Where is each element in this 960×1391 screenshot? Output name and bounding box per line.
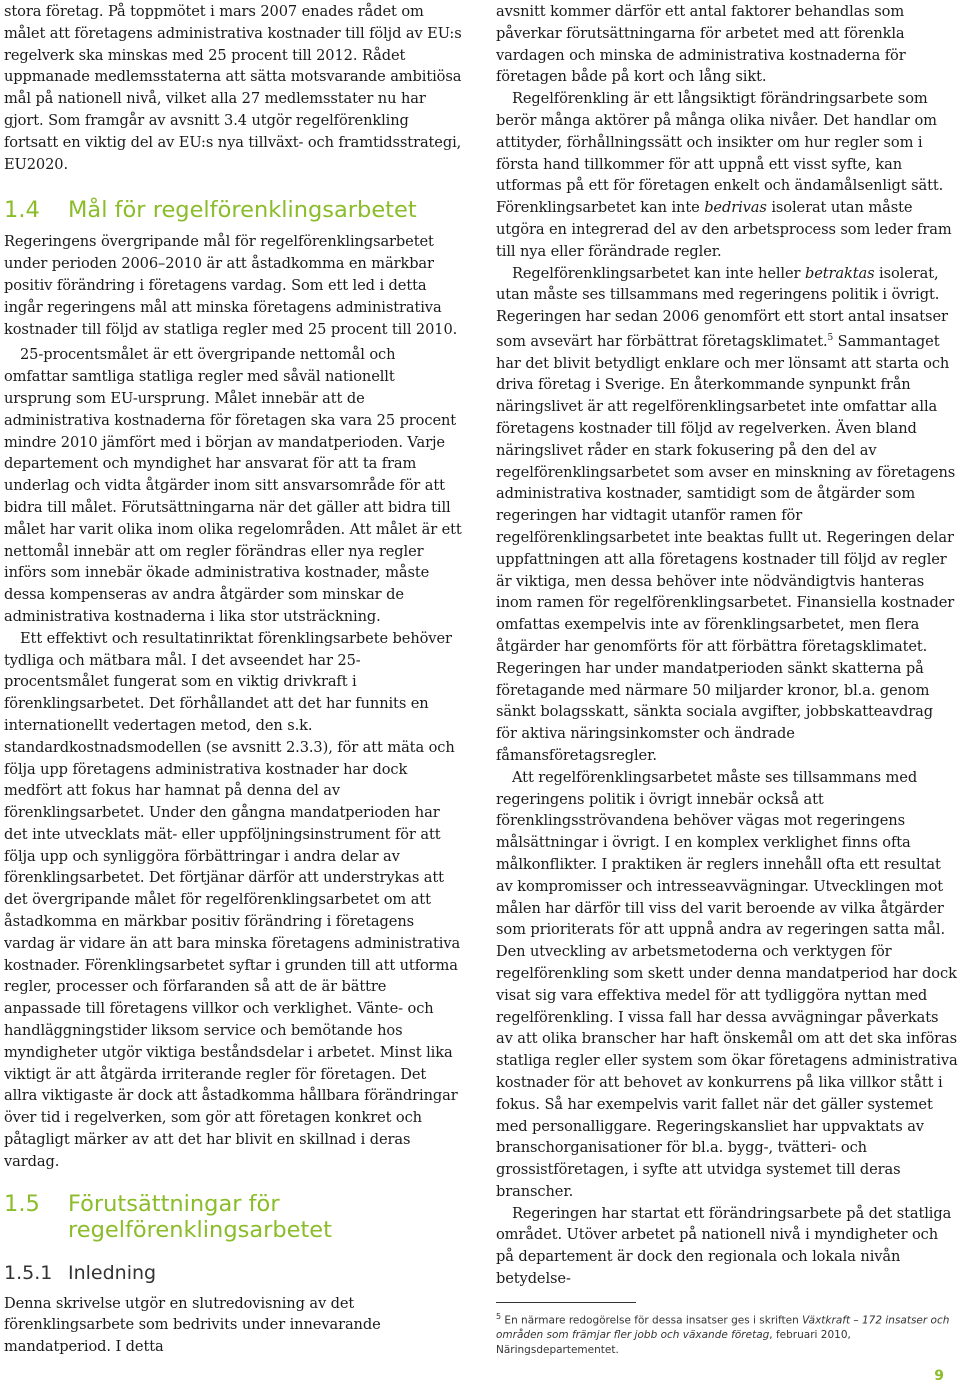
paragraph — [496, 88, 958, 262]
section-heading-1-5 — [4, 1191, 462, 1243]
page-number: 9 — [934, 1368, 944, 1384]
paragraph: Att regelförenklingsarbetet måste ses tillsammans med regeringens politik i övrigt innebär också att förenklingsströvandena behöver vägas mot regeringens målsättningar i övrigt. I en komplex verklighet finns ofta målkonflikter. I praktiken är reglers innehåll ofta ett resultat av kompromisser och intresseavvägningar. Utvecklingen mot målen har därför till viss del varit beroende av vilka åtgärder som prioriterats för att uppnå andra av regeringen satta mål. Den utveckling av arbetsmetoderna och verktygen för regelförenkling som skett under denna mandatperiod har dock visat sig vara effektiva medel för att tydliggöra nyttan med regelförenkling. I vissa fall har dessa avvägningar påverkats av att olika branscher har haft önskemål om att det ska införas statliga regler eller system som ökar företagens administrativa kostnader för att behovet av konkurrens på lika villkor stått i fokus. Så har exempelvis varit fallet när det gäller systemet med personalliggare. Regeringskansliet har uppvaktats av branschorganisationer för bl.a. bygg-, tvätteri- och grossistföretagen, i syfte att utvidga systemet till deras branscher. — [496, 768, 958, 1200]
footnote — [496, 1309, 958, 1359]
paragraph: Regeringens övergripande mål för regelförenklingsarbetet under perioden 2006–2010 är att åstadkomma en märkbar positiv förändring i företagens vardag. Som ett led i detta ingår regeringens mål att minska företagens administrativa kostnader till följd av statliga regler med 25 procent till 2010. — [4, 233, 458, 338]
left-column — [4, 0, 462, 1358]
text-run: isolerat, utan måste ses tillsammans med regeringens politik i övrigt. Regeringen har sedan 2006 genomfört ett stort antal insatser som avsevärt har förbättrat företagsklimatet. — [496, 264, 948, 350]
paragraph: 25-procentsmålet är ett övergripande nettomål och omfattar samtliga statliga regler med såväl nationellt ursprung som EU-ursprung. Målet innebär att de administrativa kostnaderna för företagen ska vara 25 procent mindre 2010 jämfört med i början av mandatperioden. Varje departement och myndighet har ansvarat för att ta fram underlag och vidta åtgärder inom sitt ansvarsområde för att bidra till målet. Förutsättningarna när det gäller att bidra till målet har varit olika inom olika regelområden. Att målet är ett nettomål innebär att om regler förändras eller nya regler införs som innebär ökade administrativa kostnader, måste dessa kompenseras av andra åtgärder som minskar de administrativa kostnaderna i lika stor utsträckning. — [4, 346, 462, 625]
footnote-divider — [496, 1302, 636, 1303]
paragraph: stora företag. På toppmötet i mars 2007 enades rådet om målet att företagens administrativa kostnader till följd av EU:s regelverk ska minskas med 25 procent till 2012. Rådet uppmanade medlemsstaterna att sätta motsvarande ambitiösa mål på nationell nivå, vilket alla 27 medlemsstater nu har gjort. Som framgår av avsnitt 3.4 utgör regelförenkling fortsatt en viktig del av EU:s nya tillväxt- och framtidsstrategi, EU2020. — [4, 3, 462, 173]
heading-number: 1.5 — [4, 1190, 40, 1217]
subsection-heading-1-5-1 — [4, 1261, 462, 1285]
paragraph: Regeringen har startat ett förändringsarbete på det statliga området. Utöver arbetet på nationell nivå i myndigheter och på departement är dock den regionala och lokala nivån betydelse- — [496, 1204, 952, 1288]
text-run: , februari 2010, Näringsdepartementet. — [496, 1329, 851, 1357]
heading-number: 1.5.1 — [4, 1261, 53, 1284]
paragraph: avsnitt kommer därför ett antal faktorer behandlas som påverkar förutsättningarna för arbetet med att förenkla vardagen och minska de administrativa kostnaderna för företagen både på kort och lång sikt. — [496, 3, 906, 86]
paragraph: Denna skrivelse utgör en slutredovisning av det förenklingsarbete som bedrivits under innevarande mandatperiod. I detta — [4, 1294, 381, 1356]
text-run: En närmare redogörelse för dessa insatser ges i skriften — [501, 1314, 803, 1327]
paragraph: Ett effektivt och resultatinriktat förenklingsarbete behöver tydliga och mätbara mål. I det avseendet har 25-procentsmålet fungerat som en viktig drivkraft i förenklingsarbetet. Det förhållandet att det har funnits en internationellt vedertagen metod, den s.k. standardkostnadsmodellen (se avsnitt 2.3.3), för att mäta och följa upp företagens administrativa kostnader har dock medfört att fokus har hamnat på denna del av förenklingsarbetet. Under den gångna mandatperioden har det inte utvecklats mät- eller uppföljningsinstrument för att följa upp och synliggöra förbättringar i andra delar av förenklingsarbetet. Det förtjänar därför att understrykas att det övergripande målet för regelförenklingsarbetet om att åstadkomma en märkbar positiv förändring i företagens vardag är vidare än att bara minska företagens administrativa kostnader. Förenklingsarbetet syftar i grunden till att utforma regler, processer och förfaranden så att de är bättre anpassade till företagens villkor och verklighet. Vänte- och handläggningstider liksom service och bemötande hos myndigheter utgör viktiga beståndsdelar i arbetet. Minst lika viktigt är att åtgärda irriterande regler för företagen. Det allra viktigaste är dock att åstadkomma hållbara förändringar över tid i regelverken, som gör att företagen konkret och påtagligt märker av att det har blivit en skillnad i deras vardag. — [4, 629, 461, 1170]
heading-title: Förutsättningar för regelförenklingsarbetet — [68, 1190, 332, 1243]
text-run: Sammantaget har det blivit betydligt enklare och mer lönsamt att starta och driva företag i Sverige. En återkommande synpunkt från näringslivet är att regelförenklingsarbetet inte omfattar alla företagens kostnader till följd av regelverken. Även bland näringslivet råder en stark fokusering på den del av regelförenklingsarbetet som avser en minskning av företagens administrativa kostnader, samtidigt som de åtgärder som regeringen har vidtagit utanför ramen för regelförenklingsarbetet inte beaktas fullt ut. Regeringen delar uppfattningen att alla företagens kostnader till följd av regler är viktiga, men dessa behöver inte nödvändigtvis hanteras inom ramen för regelförenklingsarbetet. Finansiella kostnader omfattas exempelvis inte av förenklingsarbetet, men flera åtgärder har genomförts för att förbättra företagsklimatet. Regeringen har under mandatperioden sänkt skatterna på företagande med närmare 50 miljarder kronor, bl.a. genom sänkt bolagsskatt, sänkta sociala avgifter, jobbskatteavdrag för aktiva näringsinkomster och ändrade fåmansföretagsregler. — [496, 332, 956, 764]
footnote-ref[interactable]: 5 — [827, 332, 834, 343]
heading-title: Inledning — [68, 1261, 157, 1284]
heading-number: 1.4 — [4, 197, 40, 224]
italic-text: bedrivas — [704, 199, 767, 217]
text-run: Regelförenkling är ett långsiktigt förändringsarbete som berör många aktörer på många olika nivåer. Det handlar om attityder, förhållningssätt och insikter om hur regler som i första hand tillkommer för att uppnå ett visst syfte, kan utformas på ett för företagen enkelt och ändamålsenligt sätt. Förenklingsarbetet kan inte — [496, 90, 944, 217]
text-run: isolerat utan måste utgöra en integrerad del av den arbetsprocess som leder fram till nya eller förändrade regler. — [496, 199, 952, 260]
text-run: Regelförenklingsarbetet kan inte heller — [512, 264, 805, 282]
section-heading-1-4 — [4, 197, 462, 223]
heading-title: Mål för regelförenklingsarbetet — [68, 197, 417, 224]
paragraph — [496, 263, 958, 767]
italic-text: Växtkraft – 172 insatser och områden som främjar fler jobb och växande företag — [496, 1314, 950, 1342]
right-column — [496, 0, 958, 1358]
italic-text: betraktas — [804, 264, 875, 282]
footnote-number: 5 — [496, 1311, 502, 1321]
